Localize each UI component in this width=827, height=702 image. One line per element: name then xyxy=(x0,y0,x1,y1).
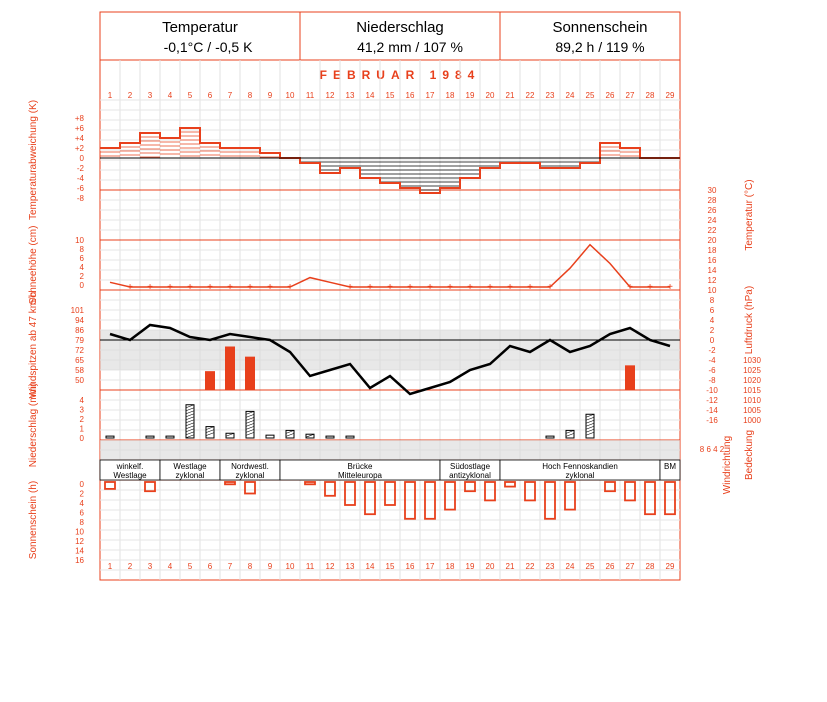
snow-plus: + xyxy=(387,282,393,293)
precip-bar xyxy=(146,436,154,438)
wind-gust-bar xyxy=(245,357,255,390)
temp-right-tick: 16 xyxy=(707,256,717,265)
sunshine-tick: 0 xyxy=(79,480,84,489)
precip-bar xyxy=(266,435,274,438)
snow-tick: 8 xyxy=(79,245,84,254)
snow-tick: 2 xyxy=(79,272,84,281)
temp-dev-tick: +6 xyxy=(74,124,84,133)
temp-dev-tick: -2 xyxy=(76,164,84,173)
precip-bar xyxy=(166,436,174,438)
day-label-top: 5 xyxy=(187,91,193,100)
sunshine-tick: 10 xyxy=(75,527,84,537)
weather-type-label: zyklonal xyxy=(565,471,595,480)
wind-tick: 58 xyxy=(75,366,84,375)
day-label-bottom: 18 xyxy=(445,562,455,571)
temp-right-tick: 12 xyxy=(707,276,717,285)
temp-right-tick: -8 xyxy=(708,376,716,385)
day-label-top: 20 xyxy=(485,91,495,100)
snow-plus: + xyxy=(407,282,413,293)
grid xyxy=(100,60,680,580)
weather-type-label: Westlage xyxy=(113,471,147,480)
snow-plus: + xyxy=(367,282,373,293)
temp-right-tick: 24 xyxy=(707,216,717,225)
snow-plus: + xyxy=(167,282,173,293)
sunshine-bar xyxy=(305,482,315,484)
snow-tick: 4 xyxy=(79,263,84,272)
day-label-top: 11 xyxy=(305,91,315,100)
weather-type-label: winkelf. xyxy=(116,462,144,471)
snow-line xyxy=(110,245,670,287)
sunshine-bar xyxy=(225,482,235,484)
snow-plus: + xyxy=(467,282,473,293)
month-title: FEBRUAR 1984 xyxy=(319,68,481,82)
day-label-top: 7 xyxy=(227,91,233,100)
snow-plus: + xyxy=(187,282,193,293)
day-label-top: 23 xyxy=(545,91,555,100)
wind-tick: 50 xyxy=(75,376,84,385)
pressure-tick: 1000 xyxy=(743,416,761,425)
pressure-tick: 1005 xyxy=(743,406,761,415)
temp-right-tick: -14 xyxy=(706,406,718,415)
pressure-tick: 1025 xyxy=(743,366,761,375)
day-label-bottom: 4 xyxy=(167,562,173,571)
precip-bar xyxy=(566,430,574,438)
precip-bar xyxy=(346,436,354,438)
sunshine-bar xyxy=(325,482,335,496)
day-label-top: 26 xyxy=(605,91,615,100)
temp-dev-tick: +8 xyxy=(74,114,84,123)
temp-right-tick: 18 xyxy=(707,246,717,255)
snow-tick: 10 xyxy=(75,236,84,245)
pressure-axis-label: Luftdruck (hPa) xyxy=(744,285,755,355)
snow-plus: + xyxy=(287,282,293,293)
bands xyxy=(100,330,680,460)
day-label-bottom: 16 xyxy=(405,562,415,571)
snow-plus: + xyxy=(247,282,253,293)
day-label-bottom: 13 xyxy=(345,562,355,571)
temp-right-tick: -12 xyxy=(706,396,718,405)
wind-gust-bar xyxy=(225,347,235,391)
sunshine-bar xyxy=(385,482,395,505)
snow-plus: + xyxy=(207,282,213,293)
precip-bar xyxy=(546,436,554,438)
sunshine-axis-label: Sonnenschein (h) xyxy=(28,480,39,560)
day-label-bottom: 23 xyxy=(545,562,555,571)
sunshine-tick: 4 xyxy=(79,499,84,508)
sunshine-tick: 12 xyxy=(75,537,84,546)
pressure-tick: 1020 xyxy=(743,376,761,385)
temp-dev-axis-label: Temperaturabweichung (K) xyxy=(28,99,39,221)
day-label-bottom: 24 xyxy=(565,562,575,571)
day-label-top: 27 xyxy=(625,91,635,100)
day-label-top: 2 xyxy=(127,91,133,100)
day-label-top: 25 xyxy=(585,91,595,100)
snow-axis-label: Schneehöhe (cm) xyxy=(28,225,39,305)
day-label-bottom: 20 xyxy=(485,562,495,571)
day-label-top: 3 xyxy=(147,91,153,100)
snow-plus: + xyxy=(227,282,233,293)
snow-plus: + xyxy=(127,282,133,293)
snow-plus: + xyxy=(267,282,273,293)
temp-right-tick: -10 xyxy=(706,386,718,395)
snow-plus: + xyxy=(487,282,493,293)
day-label-top: 22 xyxy=(525,91,535,100)
snow-plus: + xyxy=(647,282,653,293)
sunshine-bar xyxy=(485,482,495,500)
temp-dev-tick: +4 xyxy=(74,134,84,143)
wind-axis-label: Windspitzen ab 47 km/h xyxy=(28,291,39,399)
sunshine-tick: 14 xyxy=(75,546,84,556)
temp-right-tick: 6 xyxy=(709,306,715,315)
weather-type-label: Südostlage xyxy=(449,462,491,471)
header-temperature-value: -0,1°C / -0,5 K xyxy=(163,39,253,55)
sunshine-bar xyxy=(625,482,635,500)
snow-plus: + xyxy=(667,282,673,293)
sunshine-tick: 2 xyxy=(79,489,84,499)
temp-dev-tick: +2 xyxy=(74,144,84,153)
temp-right-tick: 2 xyxy=(709,326,715,335)
day-label-bottom: 7 xyxy=(227,562,233,571)
pressure-tick: 1030 xyxy=(743,356,761,365)
day-label-bottom: 21 xyxy=(505,562,515,571)
temp-right-axis-label: Temperatur (°C) xyxy=(744,179,755,251)
temp-right-tick: 30 xyxy=(707,186,717,195)
header-sunshine-value: 89,2 h / 119 % xyxy=(555,39,645,55)
temp-right-tick: -16 xyxy=(706,416,718,425)
day-label-bottom: 19 xyxy=(465,562,475,571)
temp-right-tick: 8 xyxy=(709,296,715,305)
cloud-cover-label: Bedeckung xyxy=(744,429,755,481)
day-label-top: 16 xyxy=(405,91,415,100)
temp-right-tick: 10 xyxy=(707,286,717,295)
day-label-bottom: 15 xyxy=(385,562,395,571)
wind-tick: 94 xyxy=(75,316,84,325)
temp-right-tick: 26 xyxy=(707,206,717,215)
day-label-bottom: 12 xyxy=(325,562,335,571)
day-label-top: 10 xyxy=(285,91,295,100)
day-label-top: 6 xyxy=(207,91,213,100)
wind-tick: 72 xyxy=(75,346,84,355)
sunshine-bar xyxy=(565,482,575,510)
marks xyxy=(100,128,680,519)
cloud-ticks: 8 6 4 2 xyxy=(699,445,725,454)
day-label-top: 24 xyxy=(565,91,575,100)
day-label-bottom: 10 xyxy=(285,562,295,571)
cloud-band xyxy=(100,440,680,460)
wind-tick: 79 xyxy=(75,336,84,345)
sunshine-bar xyxy=(445,482,455,510)
day-label-top: 18 xyxy=(445,91,455,100)
precip-tick: 4 xyxy=(79,396,84,405)
precip-axis-label: Niederschlag (mm) xyxy=(28,382,39,468)
sunshine-bar xyxy=(665,482,675,514)
weather-type-label: Brücke xyxy=(347,462,373,471)
temp-dev-tick: -4 xyxy=(76,174,84,183)
day-label-bottom: 29 xyxy=(665,562,675,571)
sunshine-tick: 8 xyxy=(79,518,84,527)
day-label-bottom: 25 xyxy=(585,562,595,571)
snow-plus: + xyxy=(347,282,353,293)
day-label-bottom: 8 xyxy=(247,562,253,571)
weather-type-label: Hoch Fennoskandien xyxy=(542,462,618,471)
temp-right-tick: 14 xyxy=(707,266,717,275)
snow-plus: + xyxy=(507,282,513,293)
snow-plus: + xyxy=(147,282,153,293)
day-label-bottom: 17 xyxy=(425,562,435,571)
temp-right-tick: 22 xyxy=(707,226,717,235)
day-label-bottom: 27 xyxy=(625,562,635,571)
header-sunshine-title: Sonnenschein xyxy=(552,19,648,36)
temp-right-tick: 4 xyxy=(709,316,715,325)
wind-direction-label: Windrichtung xyxy=(722,435,733,495)
wind-tick: 101 xyxy=(70,306,84,315)
precip-tick: 3 xyxy=(79,405,84,415)
precip-bar xyxy=(106,436,114,438)
day-label-bottom: 3 xyxy=(147,562,153,571)
header-temperature-title: Temperatur xyxy=(162,19,238,36)
day-label-bottom: 9 xyxy=(267,562,273,571)
day-label-bottom: 2 xyxy=(127,562,133,571)
sunshine-tick: 6 xyxy=(79,508,84,518)
temp-dev-tick: -8 xyxy=(76,194,84,203)
wind-tick: 86 xyxy=(75,326,84,335)
snow-tick: 0 xyxy=(79,281,84,290)
day-label-top: 1 xyxy=(107,91,113,100)
day-label-bottom: 5 xyxy=(187,562,193,571)
sunshine-bar xyxy=(245,482,255,494)
wind-tick: 65 xyxy=(75,356,84,365)
temp-dev-tick: 0 xyxy=(79,154,84,163)
weather-type-label: Westlage xyxy=(173,462,207,471)
weather-type-label: antizyklonal xyxy=(449,471,491,480)
day-label-bottom: 28 xyxy=(645,562,655,571)
weather-type-label: Nordwestl. xyxy=(231,462,269,471)
weather-type-label: BM xyxy=(664,462,676,471)
sunshine-bar xyxy=(505,482,515,487)
day-label-top: 17 xyxy=(425,91,435,100)
temp-right-tick: 0 xyxy=(709,336,715,345)
day-label-bottom: 14 xyxy=(365,562,375,571)
precip-tick: 0 xyxy=(79,434,84,443)
day-label-top: 29 xyxy=(665,91,675,100)
day-label-bottom: 26 xyxy=(605,562,615,571)
sunshine-bar xyxy=(365,482,375,514)
temp-right-tick: -4 xyxy=(708,356,716,365)
day-label-bottom: 6 xyxy=(207,562,213,571)
day-label-top: 28 xyxy=(645,91,655,100)
sunshine-tick: 16 xyxy=(75,556,84,565)
header-precipitation-value: 41,2 mm / 107 % xyxy=(357,39,463,55)
snow-plus: + xyxy=(527,282,533,293)
day-label-top: 4 xyxy=(167,91,173,100)
temp-right-tick: -2 xyxy=(708,346,716,355)
weather-type-label: Mitteleuropa xyxy=(337,471,383,480)
wind-gust-bar xyxy=(625,365,635,390)
day-label-bottom: 11 xyxy=(305,562,315,571)
day-label-top: 15 xyxy=(385,91,395,100)
day-label-bottom: 1 xyxy=(107,562,113,571)
snow-plus: + xyxy=(447,282,453,293)
weather-type-label: zyklonal xyxy=(235,471,265,480)
pressure-tick: 1010 xyxy=(743,396,761,405)
sunshine-bar xyxy=(525,482,535,500)
day-label-top: 21 xyxy=(505,91,515,100)
wind-gust-bar xyxy=(205,371,215,390)
snow-plus: + xyxy=(547,282,553,293)
temp-dev-tick: -6 xyxy=(76,184,84,193)
day-label-top: 8 xyxy=(247,91,253,100)
day-label-top: 13 xyxy=(345,91,355,100)
temp-right-tick: 20 xyxy=(707,236,717,245)
temp-right-tick: 28 xyxy=(707,196,717,205)
header-precipitation-title: Niederschlag xyxy=(356,19,444,36)
temp-right-tick: -6 xyxy=(708,366,716,375)
precip-bar xyxy=(326,436,334,438)
day-label-top: 9 xyxy=(267,91,273,100)
day-label-top: 19 xyxy=(465,91,475,100)
pressure-tick: 1015 xyxy=(743,386,761,395)
snow-plus: + xyxy=(627,282,633,293)
weather-type-label: zyklonal xyxy=(175,471,205,480)
day-label-top: 12 xyxy=(325,91,335,100)
sunshine-bar xyxy=(645,482,655,514)
day-label-top: 14 xyxy=(365,91,375,100)
snow-tick: 6 xyxy=(79,254,84,263)
precip-tick: 2 xyxy=(79,415,84,424)
day-label-bottom: 22 xyxy=(525,562,535,571)
sunshine-bar xyxy=(345,482,355,505)
sunshine-bar xyxy=(105,482,115,489)
snow-plus: + xyxy=(427,282,433,293)
precip-bar xyxy=(286,430,294,438)
precip-tick: 1 xyxy=(79,424,84,434)
